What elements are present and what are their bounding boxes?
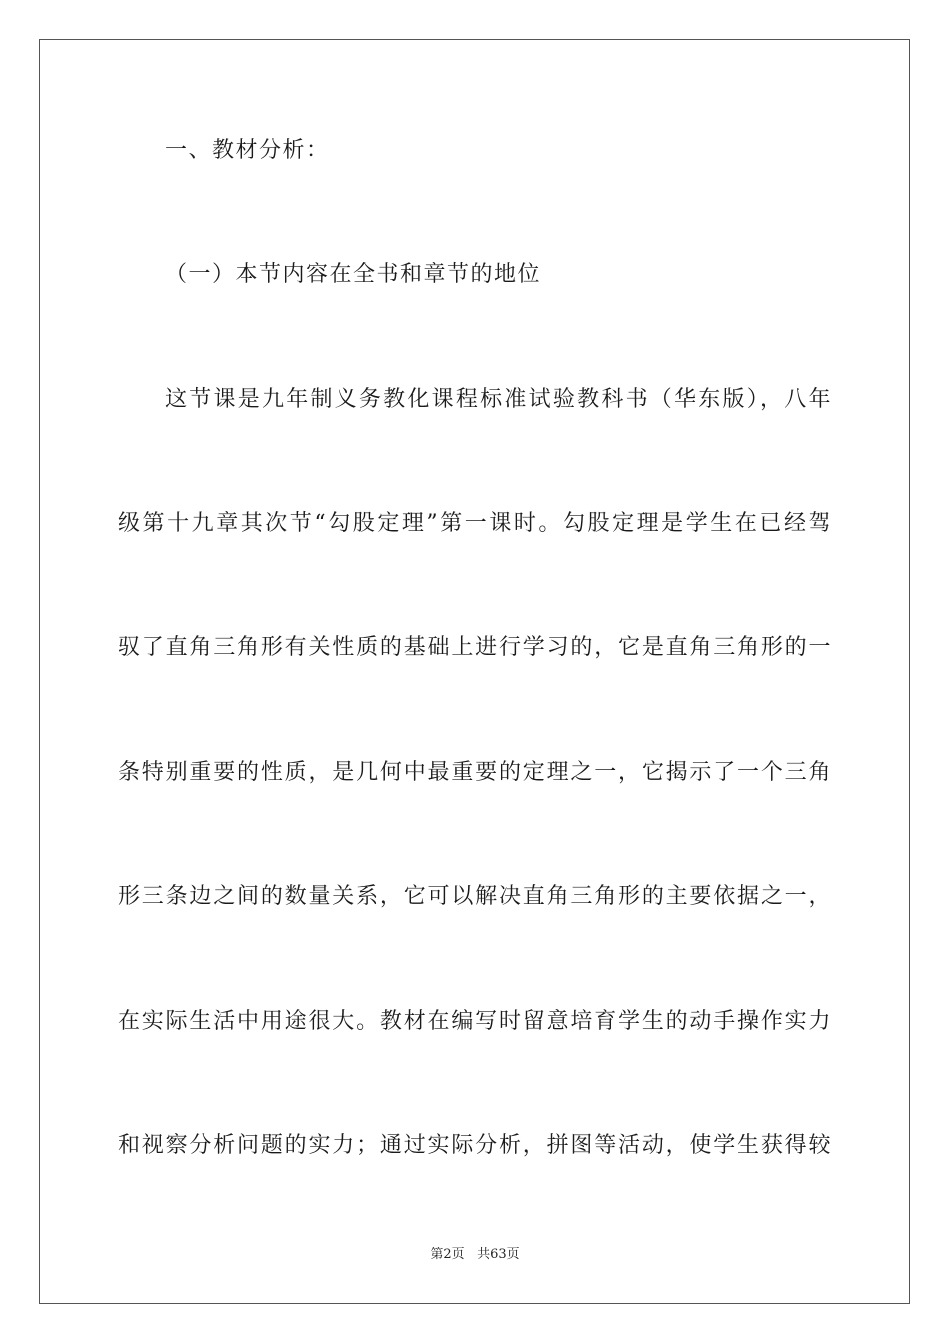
page-frame — [39, 39, 910, 1304]
page-footer — [0, 1246, 950, 1264]
paragraph-line: 级第十九章其次节“勾股定理”第一课时。勾股定理是学生在已经驾 — [118, 511, 832, 536]
paragraph-line: 驭了直角三角形有关性质的基础上进行学习的，它是直角三角形的一 — [118, 635, 832, 660]
total-pages: 共63页 — [477, 1247, 520, 1262]
paragraph-line: 这节课是九年制义务教化课程标准试验教科书（华东版），八年 — [165, 387, 832, 412]
paragraph-line: 形三条边之间的数量关系，它可以解决直角三角形的主要依据之一， — [118, 884, 832, 909]
paragraph-line: 和视察分析问题的实力；通过实际分析，拼图等活动，使学生获得较 — [118, 1133, 832, 1158]
section-heading: 一、教材分析： — [165, 138, 330, 163]
paragraph-line: 条特别重要的性质，是几何中最重要的定理之一，它揭示了一个三角 — [118, 760, 832, 785]
page-number: 第2页 — [430, 1247, 465, 1262]
section-subheading: （一）本节内容在全书和章节的地位 — [165, 262, 542, 287]
paragraph-line: 在实际生活中用途很大。教材在编写时留意培育学生的动手操作实力 — [118, 1009, 832, 1034]
